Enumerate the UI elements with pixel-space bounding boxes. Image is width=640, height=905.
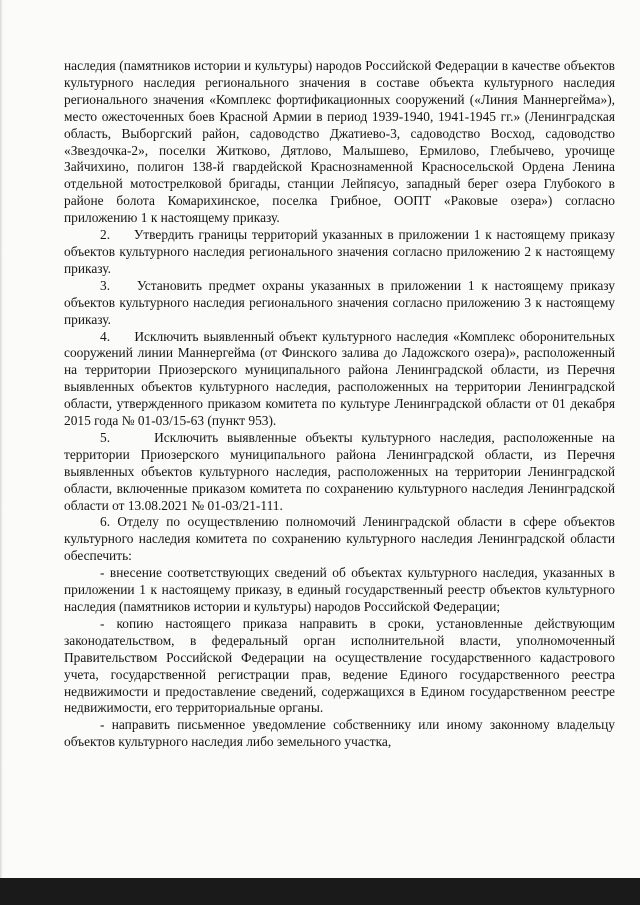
paragraph-continuation: наследия (памятников истории и культуры) народов Российской Федерации в качестве объектов культурного наследия регионального значения в составе объекта культурного наследия регионального значения «Комплекс фортификационных сооружений («Линия Маннергейма»), место ожесточенных боев Красной Армии в период 1939-1940, 1941-1945 гг.» (Ленинградская область, Выборгский район, садоводство Джатиево-3, садоводство Восход, садоводство «Звездочка-2», поселки Житково, Дятлово, Малышево, Ермилово, Глебычево, урочище Зайчихино, полигон 138-й гвардейской Краснознаменной Красносельской Ордена Ленина отдельной мотострелковой бригады, станции Лейпясуо, западный берег озера Глубокого в районе болота Комарихинское, поселка Грибное, ООПТ «Раковые озера») согласно приложению 1 к настоящему приказу.	[64, 58, 615, 226]
page-edge-shadow	[0, 0, 3, 878]
paragraph-item-2: 2. Утвердить границы территорий указанных в приложении 1 к настоящему приказу объектов культурного наследия регионального значения согласно приложению 2 к настоящему приказу.	[64, 227, 615, 276]
paragraph-item-4: 4. Исключить выявленный объект культурного наследия «Комплекс оборонительных сооружений линии Маннергейма (от Финского залива до Ладожского озера)», расположенный на территории Приозерского муниципального района Ленинградской области, из Перечня выявленных объектов культурного наследия, расположенных на территории Ленинградской области, утвержденного приказом комитета по культуре Ленинградской области от 01 декабря 2015 года № 01-03/15-63 (пункт 953).	[64, 328, 615, 429]
paragraph-item-3: 3. Установить предмет охраны указанных в приложении 1 к настоящему приказу объектов культурного наследия регионального значения согласно приложению 3 к настоящему приказу.	[64, 277, 615, 327]
document-body	[64, 58, 615, 751]
paragraph-dash-notice: - направить письменное уведомление собственнику или иному законному владельцу объектов культурного наследия либо земельного участка,	[64, 717, 615, 750]
paragraph-dash-registry: - внесение соответствующих сведений об объектах культурного наследия, указанных в приложении 1 к настоящему приказу, в единый государственный реестр объектов культурного наследия (памятников истории и культуры) народов Российской Федерации;	[64, 565, 615, 614]
scan-bottom-border	[0, 878, 640, 905]
paragraph-item-5: 5. Исключить выявленные объекты культурного наследия, расположенные на территории Приозерского муниципального района Ленинградской области, из Перечня выявленных объектов культурного наследия, расположенных на территории Ленинградской области, включенные приказом комитета по сохранению культурного наследия Ленинградской области от 13.08.2021 № 01-03/21-111.	[64, 429, 615, 513]
paragraph-dash-copy: - копию настоящего приказа направить в сроки, установленные действующим законодательством, в федеральный орган исполнительной власти, уполномоченный Правительством Российской Федерации на осуществление государственного кадастрового учета, государственной регистрации прав, ведение Единого государственного реестра недвижимости и предоставление сведений, содержащихся в Едином государственном реестре недвижимости, его территориальные органы.	[64, 615, 615, 716]
paragraph-item-6: 6. Отделу по осуществлению полномочий Ленинградской области в сфере объектов культурного наследия комитета по сохранению культурного наследия Ленинградской области обеспечить:	[64, 514, 615, 564]
